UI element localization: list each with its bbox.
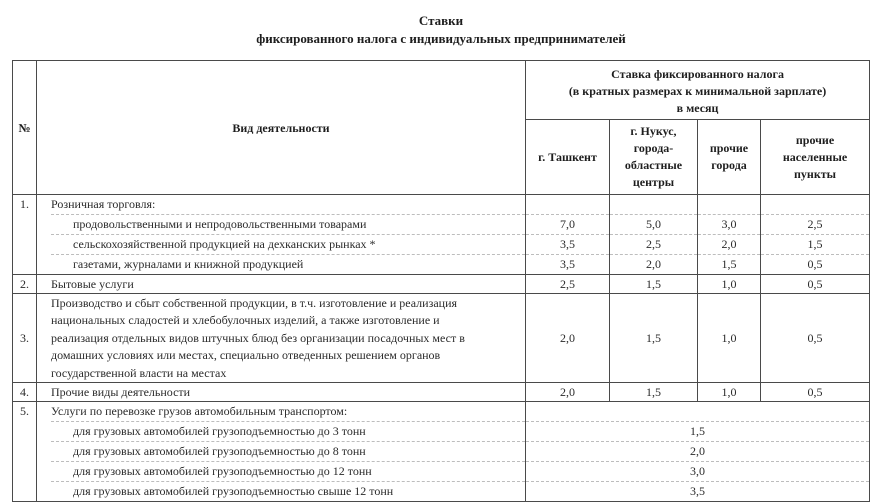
header-text: г. Нукус, xyxy=(630,124,677,138)
header-text: пункты xyxy=(794,166,837,181)
value-other-cities: 1,0 xyxy=(698,275,761,294)
header-text: города- xyxy=(633,141,674,155)
table-row xyxy=(13,294,870,383)
value-cell: 7,0 xyxy=(526,215,609,235)
value-tashkent: 2,0 xyxy=(526,383,610,402)
activity-item: для грузовых автомобилей грузоподъемностью свыше 12 тонн xyxy=(73,484,394,499)
value-cell: 3,0 xyxy=(526,462,869,482)
header-text: г. Ташкент xyxy=(538,149,597,164)
value-other-settlements xyxy=(761,195,870,275)
value-other-settlements: 0,5 xyxy=(761,383,870,402)
header-other-cities xyxy=(698,120,761,195)
value-cell: 3,5 xyxy=(690,484,706,499)
value-cell: 1,5 xyxy=(526,422,869,442)
header-rate-group xyxy=(526,61,870,120)
activity-title: Прочие виды деятельности xyxy=(51,385,191,400)
activity-title: Розничная торговля: xyxy=(51,195,525,215)
value-cell: 2,0 xyxy=(698,235,760,255)
value-cell: 5,0 xyxy=(610,215,697,235)
row-number xyxy=(13,195,37,275)
header-text: прочие xyxy=(795,132,835,147)
row-number: 3. xyxy=(13,294,37,383)
value-tashkent: 2,0 xyxy=(526,294,610,383)
table-row xyxy=(13,402,870,502)
header-rate-line: (в кратных размерах к минимальной зарплате) xyxy=(568,83,827,98)
value-cell: 2,0 xyxy=(646,257,661,271)
header-other-settlements xyxy=(761,120,870,195)
value-cell: 0,5 xyxy=(807,257,823,271)
tax-rates-table xyxy=(12,60,870,502)
header-number: № xyxy=(13,61,37,195)
value-other-settlements: 0,5 xyxy=(761,294,870,383)
activity-text-line: домашних условиях или местах, специально отведенных решением органов xyxy=(51,348,441,363)
row-number-text: 1. xyxy=(20,197,29,211)
table-row xyxy=(13,275,870,294)
value-cell: 1,5 xyxy=(721,257,737,271)
value-cell: 3,0 xyxy=(698,215,760,235)
header-text: прочие xyxy=(709,141,749,155)
value-other-settlements: 0,5 xyxy=(761,275,870,294)
row-activity xyxy=(37,195,526,275)
activity-title: Услуги по перевозке грузов автомобильным транспортом: xyxy=(51,402,525,422)
value-cell: 2,0 xyxy=(526,442,869,462)
value-nukus: 1,5 xyxy=(610,383,698,402)
activity-text-line: государственной власти на местах xyxy=(51,365,227,380)
header-nukus xyxy=(610,120,698,195)
row-activity xyxy=(37,294,526,383)
activity-title: Бытовые услуги xyxy=(51,277,134,291)
activity-item: газетами, журналами и книжной продукцией xyxy=(73,257,304,271)
row-number: 4. xyxy=(13,383,37,402)
value-other-cities: 1,0 xyxy=(698,294,761,383)
activity-item: для грузовых автомобилей грузоподъемностью до 8 тонн xyxy=(51,442,525,462)
value-cell: 3,5 xyxy=(526,235,609,255)
value-nukus xyxy=(610,195,698,275)
header-rate-line: в месяц xyxy=(676,100,719,115)
table-row xyxy=(13,383,870,402)
value-tashkent xyxy=(526,195,610,275)
header-row-top xyxy=(13,61,870,120)
value-other-cities xyxy=(698,195,761,275)
value-other-cities: 1,0 xyxy=(698,383,761,402)
row-number-text: 5. xyxy=(20,404,29,419)
document-title: Ставки xyxy=(418,13,464,28)
activity-item: для грузовых автомобилей грузоподъемностью до 12 тонн xyxy=(51,462,525,482)
header-tashkent xyxy=(526,120,610,195)
value-nukus: 1,5 xyxy=(610,294,698,383)
row-activity xyxy=(37,402,526,502)
activity-item: продовольственными и непродовольственными товарами xyxy=(51,215,525,235)
activity-text-line: реализация отдельных видов штучных блюд без организации посадочных мест в xyxy=(51,330,465,345)
value-tashkent: 2,5 xyxy=(526,275,610,294)
header-text: города xyxy=(711,158,747,172)
value-cell: 2,5 xyxy=(761,215,869,235)
activity-text-line: Производство и сбыт собственной продукции, в т.ч. изготовление и реализация xyxy=(51,296,458,310)
header-rate-line: Ставка фиксированного налога xyxy=(611,66,784,81)
row-number xyxy=(13,402,37,502)
activity-text-line: национальных сладостей и хлебобулочных изделий, а также изготовление и xyxy=(51,313,440,328)
header-text: населенные xyxy=(782,149,848,164)
value-cell: 3,5 xyxy=(560,257,575,271)
row-number: 2. xyxy=(13,275,37,294)
table-row xyxy=(13,195,870,275)
row-activity xyxy=(37,275,526,294)
document-subtitle: фиксированного налога с индивидуальных предпринимателей xyxy=(256,31,626,46)
value-transport-merged xyxy=(526,402,870,502)
activity-item: для грузовых автомобилей грузоподъемностью до 3 тонн xyxy=(51,422,525,442)
row-activity xyxy=(37,383,526,402)
value-nukus: 1,5 xyxy=(610,275,698,294)
header-text: центры xyxy=(632,175,675,189)
header-activity: Вид деятельности xyxy=(37,61,526,195)
activity-item: сельскохозяйственной продукцией на дехканских рынках * xyxy=(51,235,525,255)
value-cell: 1,5 xyxy=(761,235,869,255)
header-text: областные xyxy=(624,158,683,172)
value-cell: 2,5 xyxy=(610,235,697,255)
